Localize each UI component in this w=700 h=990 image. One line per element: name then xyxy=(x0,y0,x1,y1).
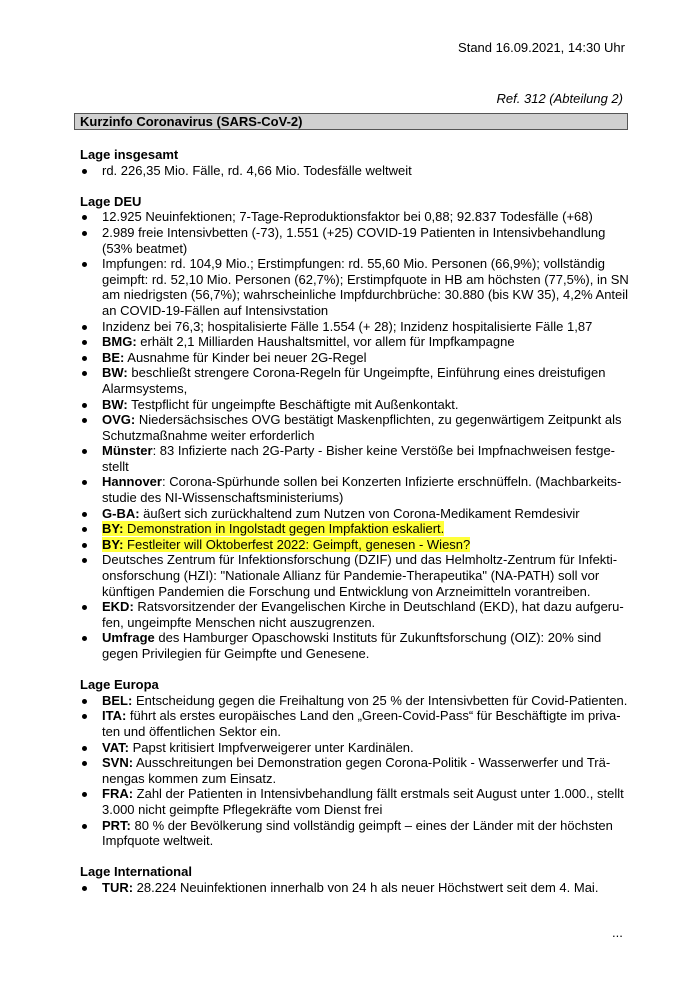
section-heading-lage-international: Lage International xyxy=(80,864,192,880)
item-body: : Corona-Spürhunde sollen bei Konzerten Infizierte erschnüffeln. (Machbarkeits-studie des NI-Wissenschaftsministeriums) xyxy=(102,474,622,506)
item-body: beschließt strengere Corona-Regeln für Ungeimpfte, Einführung eines dreistufigen Alarmsystems, xyxy=(102,365,606,396)
list-item xyxy=(80,740,630,756)
bullet-icon xyxy=(82,325,87,330)
item-body: Inzidenz bei 76,3; hospitalisierte Fälle 1.554 (+ 28); Inzidenz hospitalisierte Fälle 1,87 xyxy=(102,318,593,334)
list-item xyxy=(80,521,630,537)
item-body: des Hamburger Opaschowski Instituts für Zukunftsforschung (OIZ): 20% sind gegen Privilegien für Geimpfte und Genesene. xyxy=(102,630,602,661)
list-lage-insgesamt xyxy=(80,163,630,179)
section-heading-lage-deu: Lage DEU xyxy=(80,193,142,209)
item-text xyxy=(102,365,605,396)
bullet-icon xyxy=(82,714,87,719)
list-item xyxy=(80,630,630,661)
item-label: SVN: xyxy=(102,755,134,771)
item-body: 80 % der Bevölkerung sind vollständig geimpft – eines der Länder mit der höchsten Impfquote weltweit. xyxy=(102,817,613,849)
document-title: Kurzinfo Coronavirus (SARS-CoV-2) xyxy=(74,113,628,130)
bullet-icon xyxy=(82,262,87,267)
item-body: Zahl der Patienten in Intensivbehandlung fällt erstmals seit August unter 1.000., stellt 3.000 nicht geimpfte Pflegekräfte vom Dienst frei xyxy=(102,786,624,817)
list-item xyxy=(80,443,630,474)
list-item xyxy=(80,880,630,896)
list-item xyxy=(80,552,630,599)
list-item xyxy=(80,163,630,179)
item-label: VAT: xyxy=(102,739,129,755)
item-body: Ausschreitungen bei Demonstration gegen Corona-Politik - Wasserwerfer und Trä-nengas kommen zum Einsatz. xyxy=(102,755,611,786)
item-label: BW: xyxy=(102,396,128,412)
item-text xyxy=(102,412,622,443)
item-label: Münster xyxy=(102,443,153,459)
list-item xyxy=(80,474,630,505)
item-body: Ausnahme für Kinder bei neuer 2G-Regel xyxy=(124,349,367,365)
item-text xyxy=(102,630,601,661)
item-label: BY: xyxy=(102,521,124,537)
bullet-icon xyxy=(82,824,87,829)
bullet-icon xyxy=(82,418,87,423)
item-body: führt als erstes europäisches Land den „Green-Covid-Pass“ für Beschäftigte im priva-ten und öffentlichen Sektor ein. xyxy=(102,708,621,739)
list-lage-international xyxy=(80,880,630,896)
date-stamp: Stand 16.09.2021, 14:30 Uhr xyxy=(458,40,625,55)
list-lage-europa xyxy=(80,693,630,849)
item-label: BMG: xyxy=(102,334,137,350)
bullet-icon xyxy=(82,636,87,641)
item-text xyxy=(102,319,592,334)
bullet-icon xyxy=(82,792,87,797)
item-label: G-BA: xyxy=(102,505,140,521)
bullet-icon xyxy=(82,543,87,548)
item-text xyxy=(102,334,515,349)
item-text xyxy=(102,693,627,708)
item-label: TUR: xyxy=(102,879,134,895)
list-item xyxy=(80,537,630,553)
item-label: BE: xyxy=(102,349,125,365)
item-text xyxy=(102,256,629,318)
item-label: BEL: xyxy=(102,692,133,708)
item-body: erhält 2,1 Milliarden Haushaltsmittel, vor allem für Impfkampagne xyxy=(136,334,515,350)
item-body: Deutsches Zentrum für Infektionsforschung (DZIF) und das Helmholtz-Zentrum für Infekti-onsforschung (HZI): "Nationale Allianz für Pandemie-Therapeutika" (NA-PATH) soll vor künftigen Pandemien die Forschung und Entwicklung von Arzneimitteln vorantreiben. xyxy=(102,552,618,599)
bullet-icon xyxy=(82,449,87,454)
document-body xyxy=(80,147,630,896)
bullet-icon xyxy=(82,340,87,345)
item-text xyxy=(102,397,458,412)
section-heading-lage-insgesamt: Lage insgesamt xyxy=(80,147,179,162)
item-body: Impfungen: rd. 104,9 Mio.; Erstimpfungen: rd. 55,60 Mio. Personen (66,9%); vollständig geimpft: rd. 52,10 Mio. Personen (62,7%); Erstimpfquote in HB am höchsten (77,5%), in SN am niedrigsten (56,7%); wahrscheinliche Impfdurchbrüche: 30.880 (bis KW 35), 4,2% Anteil an COVID-19-Fällen auf Intensivstation xyxy=(102,256,629,318)
bullet-icon xyxy=(82,371,87,376)
bullet-icon xyxy=(82,558,87,563)
item-text xyxy=(102,474,621,505)
item-text xyxy=(102,225,605,256)
item-body: Entscheidung gegen die Freihaltung von 25 % der Intensivbetten für Covid-Patienten. xyxy=(132,692,628,708)
item-text: rd. 226,35 Mio. Fälle, rd. 4,66 Mio. Todesfälle weltweit xyxy=(102,162,412,178)
list-lage-deu xyxy=(80,209,630,661)
item-label: BY: xyxy=(102,536,124,552)
bullet-icon xyxy=(82,403,87,408)
bullet-icon xyxy=(82,605,87,610)
item-label: FRA: xyxy=(102,786,134,802)
list-item xyxy=(80,506,630,522)
bullet-icon xyxy=(82,699,87,704)
list-item xyxy=(80,599,630,630)
list-item xyxy=(80,693,630,709)
bullet-icon xyxy=(82,231,87,236)
list-item xyxy=(80,225,630,256)
item-body: Festleiter will Oktoberfest 2022: Geimpft, genesen - Wiesn? xyxy=(123,536,471,552)
item-label: ITA: xyxy=(102,708,127,724)
continuation-ellipsis: ... xyxy=(612,925,623,940)
item-label: EKD: xyxy=(102,599,134,615)
item-text xyxy=(102,740,414,755)
item-text xyxy=(102,599,624,630)
list-item xyxy=(80,708,630,739)
bullet-icon xyxy=(82,215,87,220)
item-text xyxy=(102,755,610,786)
item-text xyxy=(102,350,366,365)
list-item xyxy=(80,397,630,413)
bullet-icon xyxy=(82,746,87,751)
list-item xyxy=(80,319,630,335)
list-item xyxy=(80,334,630,350)
list-item xyxy=(80,209,630,225)
list-item xyxy=(80,350,630,366)
bullet-icon xyxy=(82,169,87,174)
item-text xyxy=(102,209,593,224)
item-label: Umfrage xyxy=(102,630,155,646)
item-body: 2.989 freie Intensivbetten (-73), 1.551 (+25) COVID-19 Patienten in Intensivbehandlung (53% beatmet) xyxy=(102,224,606,256)
list-item xyxy=(80,256,630,318)
list-item xyxy=(80,365,630,396)
bullet-icon xyxy=(82,356,87,361)
item-body: Papst kritisiert Impfverweigerer unter Kardinälen. xyxy=(128,739,414,755)
item-text xyxy=(102,786,624,817)
list-item xyxy=(80,786,630,817)
item-body: Testpflicht für ungeimpfte Beschäftigte mit Außenkontakt. xyxy=(127,396,459,412)
item-body: Demonstration in Ingolstadt gegen Impfaktion eskaliert. xyxy=(123,521,445,537)
item-body: Ratsvorsitzender der Evangelischen Kirche in Deutschland (EKD), hat dazu aufgeru-fen, ungeimpfte Menschen nicht auszugrenzen. xyxy=(102,599,624,630)
item-body: 12.925 Neuinfektionen; 7-Tage-Reproduktionsfaktor bei 0,88; 92.837 Todesfälle (+68) xyxy=(102,209,593,225)
reference-label: Ref. 312 (Abteilung 2) xyxy=(496,91,623,106)
bullet-icon xyxy=(82,761,87,766)
item-text xyxy=(102,880,598,895)
item-label: PRT: xyxy=(102,817,131,833)
section-heading-lage-europa: Lage Europa xyxy=(80,677,159,693)
item-label: OVG: xyxy=(102,412,136,428)
item-body: 28.224 Neuinfektionen innerhalb von 24 h als neuer Höchstwert seit dem 4. Mai. xyxy=(133,879,599,895)
item-text xyxy=(102,506,580,521)
item-text xyxy=(102,521,444,536)
item-text xyxy=(102,552,617,598)
item-text xyxy=(102,708,621,739)
bullet-icon xyxy=(82,886,87,891)
item-body: Niedersächsisches OVG bestätigt Maskenpflichten, zu gegenwärtigem Zeitpunkt als Schutzmaßnahme weiter erforderlich xyxy=(102,412,622,443)
list-item xyxy=(80,818,630,849)
item-body: äußert sich zurückhaltend zum Nutzen von Corona-Medikament Remdesivir xyxy=(139,505,580,521)
bullet-icon xyxy=(82,480,87,485)
item-text xyxy=(102,443,615,474)
bullet-icon xyxy=(82,527,87,532)
item-text xyxy=(102,818,613,849)
bullet-icon xyxy=(82,512,87,517)
list-item xyxy=(80,755,630,786)
item-label: Hannover xyxy=(102,474,162,490)
item-body: : 83 Infizierte nach 2G-Party - Bisher keine Verstöße bei Impfnachweisen festge-stellt xyxy=(102,443,616,474)
list-item xyxy=(80,412,630,443)
item-text xyxy=(102,537,470,552)
item-label: BW: xyxy=(102,365,128,381)
